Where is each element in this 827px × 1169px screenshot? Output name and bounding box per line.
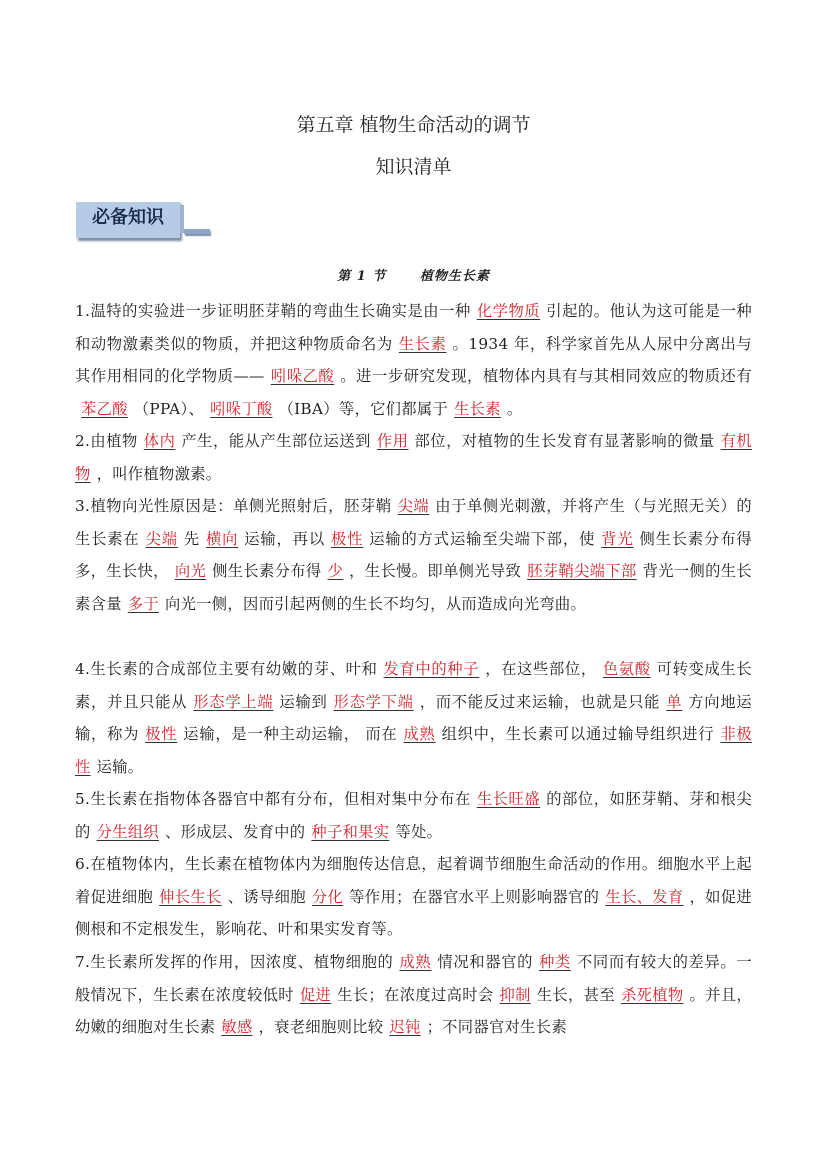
paragraph-text: 的部位，如胚芽鞘、芽和根尖的: [75, 790, 752, 841]
answer-blank: 种子和果实: [311, 822, 390, 841]
answer-blank: 非极性: [75, 725, 752, 776]
section-name: 植物生长素: [419, 269, 490, 284]
paragraph-text: 组织中，生长素可以通过输导组织进行: [441, 725, 715, 744]
section-number: 第 1 节: [337, 269, 387, 284]
document-subtitle: 知识清单: [375, 156, 452, 178]
paragraph-text: 6.在植物体内，生长素在植物体内为细胞传达信息，起着调节细胞生命活动的作用。细胞水平上起着促进细胞: [75, 855, 752, 906]
paragraph-text: 先: [183, 529, 200, 548]
paragraph-text: 。并且，幼嫩的细胞对生长素: [75, 985, 752, 1037]
paragraph-text: 4.生长素的合成部位主要有幼嫩的芽、叶和: [75, 660, 378, 678]
paragraph-text: （IBA）等，它们都属于: [278, 399, 449, 418]
paragraph-text: 、形成层、发育中的: [165, 822, 306, 841]
paragraph-text: 2.由植物: [75, 432, 138, 450]
answer-blank: 敏感: [221, 1018, 253, 1037]
paragraph-text: 运输，再以: [244, 529, 325, 548]
paragraph-text: 背光一侧的生长素含量: [75, 562, 752, 613]
section-heading: [0, 265, 827, 284]
answer-blank: 体内: [143, 432, 176, 450]
paragraph-text: 情况和器官的: [437, 953, 534, 971]
paragraph-text: 3.植物向光性原因是：单侧光照射后，胚芽鞘: [75, 497, 392, 515]
paragraph-text: 。1934 年，科学家首先从人尿中分离出与其作用相同的化学物质——: [75, 334, 752, 386]
answer-blank: 杀死植物: [620, 985, 684, 1004]
paragraph-text: ，叫作植物激素。: [96, 464, 222, 483]
paragraph-text: 、诱导细胞: [227, 887, 306, 906]
paragraph-text: 1.温特的实验进一步证明胚芽鞘的弯曲生长确实是由一种: [75, 302, 471, 320]
answer-blank: 背光: [601, 529, 634, 548]
answer-blank: 抑制: [499, 985, 531, 1004]
answer-blank: 成熟: [403, 725, 436, 744]
paragraph-text: 等处。: [395, 822, 443, 841]
paragraph-text: 产生，能从产生部位运送到: [181, 432, 371, 450]
paragraph-text: ；不同器官对生长素: [426, 1018, 567, 1037]
paragraph-text: 可转变成生长素，并且只能从: [75, 660, 752, 711]
paragraph-text: ，而不能反过来运输，也就是只能: [419, 692, 661, 711]
badge-label: 必备知识: [76, 201, 180, 238]
paragraph-text: 引起的。他认为这可能是一种和动物激素类似的物质，并把这种物质命名为: [75, 302, 752, 353]
answer-blank: 单: [666, 692, 683, 711]
badge-rule-decoration: [184, 229, 210, 234]
knowledge-paragraph: [75, 946, 752, 1044]
answer-blank: 吲哚乙酸: [270, 367, 335, 386]
answer-blank: 形态学上端: [193, 692, 274, 711]
answer-blank: 伸长生长: [159, 887, 222, 906]
paragraph-text: 7.生长素所发挥的作用，因浓度、植物细胞的: [75, 953, 394, 971]
paragraph-text: （PPA）、: [133, 399, 205, 418]
answer-blank: 成熟: [399, 953, 432, 971]
paragraph-text: 由于单侧光刺激，并将产生（与光照无关）的生长素在: [75, 497, 752, 548]
paragraph-text: 运输到: [279, 692, 328, 711]
answer-blank: 化学物质: [476, 302, 541, 320]
answer-blank: 形态学下端: [333, 692, 414, 711]
answer-blank: 发育中的种子: [383, 660, 480, 678]
paragraph-text: 不同而有较大的差异。一般情况下，生长素在浓度较低时: [75, 953, 752, 1004]
chapter-title: 第五章 植物生命活动的调节: [296, 114, 531, 136]
paragraph-text: ，生长慢。即单侧光导致: [349, 562, 522, 581]
paragraph-text: 。进一步研究发现，植物体内具有与其相同效应的物质还有: [340, 367, 752, 386]
answer-blank: 胚芽鞘尖端下部: [527, 562, 637, 581]
answer-blank: 作用: [376, 432, 409, 450]
answer-blank: 少: [327, 562, 344, 581]
answer-blank: 色氨酸: [602, 660, 651, 678]
knowledge-paragraph: [75, 653, 752, 783]
knowledge-paragraph: [75, 425, 752, 490]
paragraph-text: 生长；在浓度过高时会: [337, 985, 494, 1004]
answer-blank: 极性: [330, 529, 364, 548]
paragraph-text: 生长，甚至: [536, 985, 615, 1004]
paragraph-text: 运输。: [96, 757, 144, 776]
paragraph-text: 方向地运输，称为: [75, 692, 752, 744]
knowledge-paragraph: [75, 295, 752, 425]
answer-blank: 尖端: [145, 529, 178, 548]
section-badge: [76, 201, 210, 239]
paragraph-text: ，在这些部位，: [485, 660, 597, 678]
paragraph-text: 侧生长素分布得多，生长快，: [75, 529, 752, 581]
answer-blank: 分生组织: [96, 822, 159, 841]
paragraph-text: 运输，是一种主动运输， 而在: [183, 725, 398, 744]
paragraph-text: 。: [506, 399, 523, 418]
answer-blank: 生长、发育: [605, 887, 684, 906]
paragraph-text: 5.生长素在指物体各器官中都有分布，但相对集中分布在: [75, 790, 471, 808]
paragraph-text: ，衰老细胞则比较: [258, 1018, 384, 1037]
paragraph-text: 向光一侧，因而引起两侧的生长不均匀，从而造成向光弯曲。: [165, 594, 587, 613]
answer-blank: 生长旺盛: [476, 790, 541, 808]
paragraph-text: 部位，对植物的生长发育有显著影响的微量: [414, 432, 715, 450]
answer-blank: 种类: [539, 953, 571, 971]
paragraph-text: ，如促进侧根和不定根发生，影响花、叶和果实发育等。: [75, 887, 752, 939]
answer-blank: 生长素: [398, 334, 447, 353]
paragraph-text: 运输的方式运输至尖端下部，使: [369, 529, 596, 548]
answer-blank: 分化: [311, 887, 344, 906]
paragraph-text: 等作用；在器官水平上则影响器官的: [349, 887, 600, 906]
knowledge-paragraph: [75, 848, 752, 946]
answer-blank: 极性: [145, 725, 178, 744]
paragraph-text: 侧生长素分布得: [212, 562, 322, 581]
answer-blank: 吲哚丁酸: [210, 399, 273, 418]
answer-blank: 横向: [205, 529, 239, 548]
answer-blank: 生长素: [454, 399, 501, 418]
answer-blank: 有机物: [75, 432, 752, 483]
answer-blank: 迟钝: [389, 1018, 421, 1037]
answer-blank: 苯乙酸: [81, 399, 128, 418]
knowledge-paragraph: [75, 490, 752, 620]
answer-blank: 促进: [299, 985, 332, 1004]
answer-blank: 多于: [127, 594, 159, 613]
answer-blank: 向光: [174, 562, 207, 581]
knowledge-paragraph: [75, 783, 752, 848]
answer-blank: 尖端: [397, 497, 430, 515]
